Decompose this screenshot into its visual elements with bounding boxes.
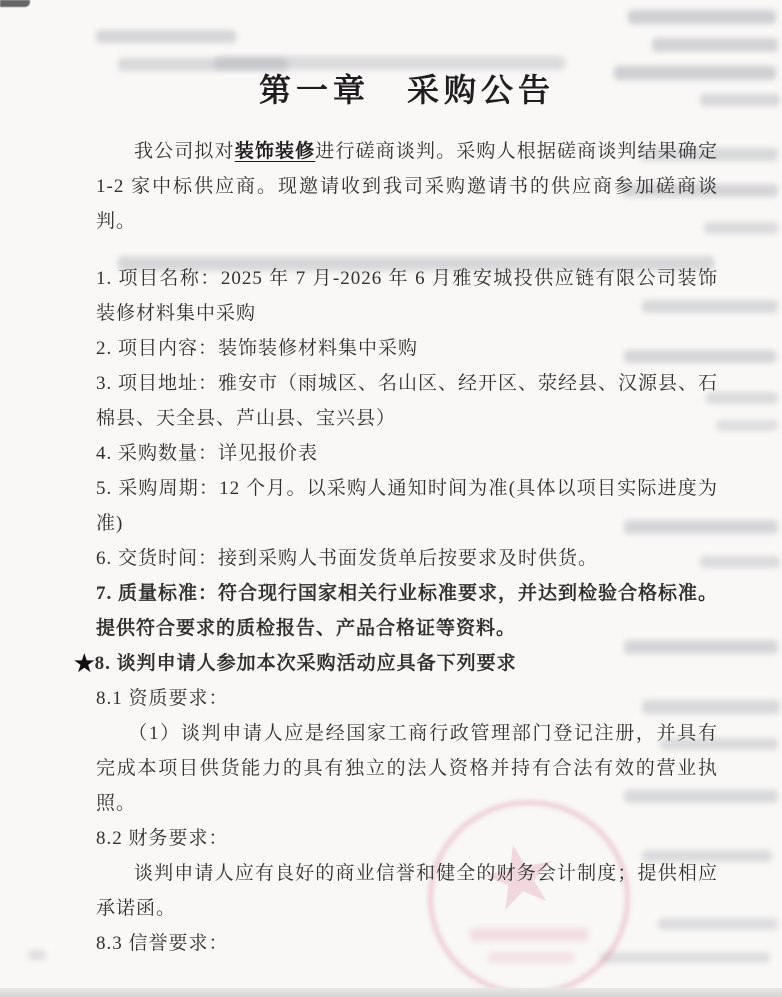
- item-project-content: 2. 项目内容：装饰装修材料集中采购: [96, 338, 419, 359]
- intro-emphasis-underlined: 装饰装修: [234, 141, 316, 162]
- scan-bottom-edge: [0, 988, 782, 997]
- item-purchase-quantity: 4. 采购数量：详见报价表: [96, 443, 319, 464]
- bleedthrough-smudge: [716, 420, 778, 431]
- item-project-name: 1. 项目名称：2025 年 7 月-2026 年 6 月雅安城投供应链有限公司装饰装修材料集中采购: [96, 268, 718, 324]
- item-qualification-detail: （1）谈判申请人应是经国家工商行政管理部门登记注册，并具有完成本项目供货能力的具有独立的法人资格并持有合法有效的营业执照。: [96, 723, 718, 814]
- intro-prefix: 我公司拟对: [134, 141, 235, 162]
- item-purchase-period: 5. 采购周期：12 个月。以采购人通知时间为准(具体以项目实际进度为准): [96, 478, 718, 534]
- bleedthrough-smudge: [215, 56, 565, 70]
- star-icon: ★: [74, 650, 95, 676]
- item-applicant-requirements: [74, 646, 718, 681]
- item-quality-standard: 7. 质量标准：符合现行国家相关行业标准要求，并达到检验合格标准。提供符合要求的质检报告、产品合格证等资料。: [96, 583, 719, 639]
- item-delivery-time: 6. 交货时间：接到采购人书面发货单后按要求及时供货。: [96, 548, 599, 569]
- announcement-body: [74, 70, 719, 961]
- item-financial-detail: 谈判申请人应有良好的商业信誉和健全的财务会计制度；提供相应承诺函。: [96, 863, 718, 919]
- item-project-location: 3. 项目地址：雅安市（雨城区、名山区、经开区、荥经县、汉源县、石棉县、天全县、芦山县、宝兴县）: [96, 373, 719, 429]
- item-reputation-heading: 8.3 信誉要求：: [96, 933, 229, 954]
- intro-paragraph: [96, 134, 718, 239]
- bleedthrough-smudge: [652, 38, 778, 52]
- bleedthrough-smudge: [96, 30, 236, 43]
- item-qualification-heading: 8.1 资质要求：: [96, 688, 229, 709]
- intro-rest: 进行磋商谈判。采购人根据磋商谈判结果确定 1-2 家中标供应商。现邀请收到我司采购邀请书的供应商参加磋商谈判。: [96, 141, 718, 232]
- item-financial-heading: 8.2 财务要求：: [96, 828, 229, 849]
- bleedthrough-smudge: [628, 10, 776, 24]
- chapter-title: 第一章 采购公告: [258, 72, 555, 108]
- item-applicant-requirements-text: 8. 谈判申请人参加本次采购活动应具备下列要求: [94, 653, 517, 674]
- bleedthrough-smudge: [28, 950, 46, 960]
- scan-corner-artifact: [0, 0, 30, 7]
